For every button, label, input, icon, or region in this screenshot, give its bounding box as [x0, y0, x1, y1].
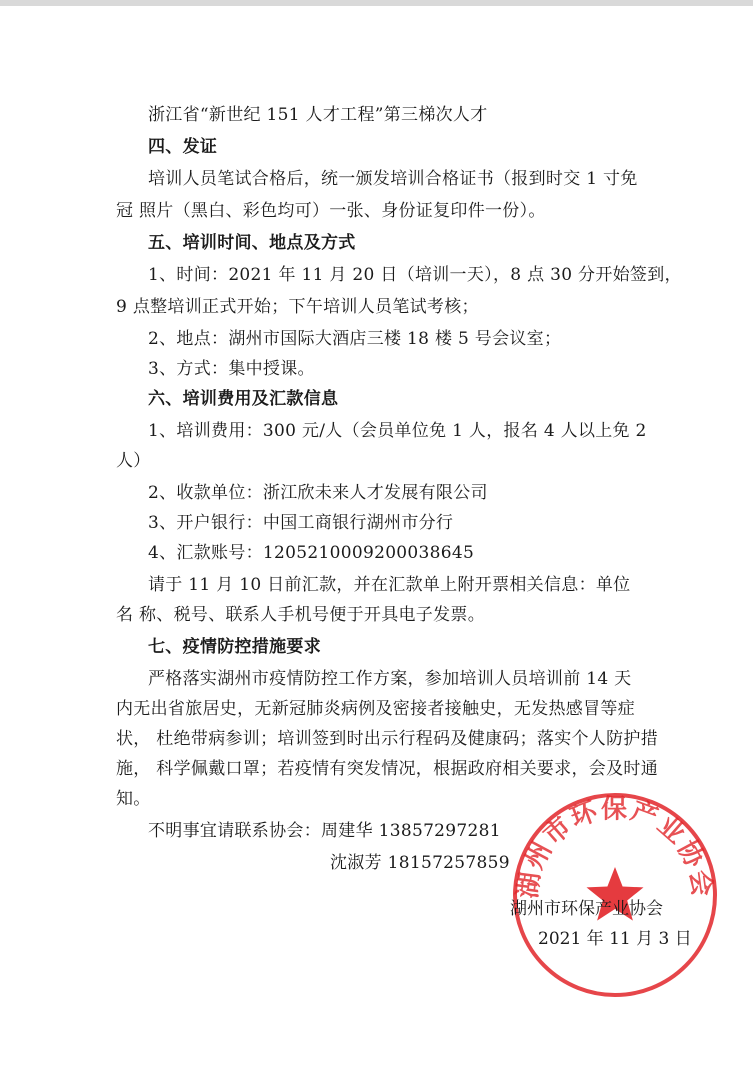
- signature-date: 2021 年 11 月 3 日: [538, 929, 692, 949]
- text-line-bank: 3、开户银行：中国工商银行湖州市分行: [148, 513, 454, 533]
- text-line-talent-project: 浙江省“新世纪 151 人才工程”第三梯次人才: [148, 105, 488, 125]
- text-line-time-2: 9 点整培训正式开始；下午培训人员笔试考核；: [116, 297, 479, 317]
- text-line-certificate-1: 培训人员笔试合格后，统一颁发培训合格证书（报到时交 1 寸免: [148, 169, 638, 189]
- text-line-fee-2: 人）: [116, 451, 151, 471]
- text-line-epidemic-5: 知。: [116, 789, 151, 809]
- section-heading-fees: 六、培训费用及汇款信息: [148, 389, 339, 409]
- section-heading-time-place: 五、培训时间、地点及方式: [148, 233, 356, 253]
- signature-organization: 湖州市环保产业协会: [510, 899, 663, 919]
- official-seal: [505, 785, 725, 1005]
- section-heading-epidemic: 七、疫情防控措施要求: [148, 637, 321, 657]
- text-line-time: 1、时间：2021 年 11 月 20 日（培训一天），8 点 30 分开始签到，: [148, 265, 682, 285]
- text-line-payee: 2、收款单位：浙江欣未来人才发展有限公司: [148, 483, 488, 503]
- seal-graphic: [505, 785, 725, 1005]
- text-line-epidemic-1: 严格落实湖州市疫情防控工作方案，参加培训人员培训前 14 天: [148, 669, 632, 689]
- text-line-contact-2: 沈淑芳 18157257859: [330, 853, 510, 873]
- text-line-remit: 请于 11 月 10 日前汇款，并在汇款单上附开票相关信息：单位: [148, 575, 631, 595]
- text-line-fee: 1、培训费用：300 元/人（会员单位免 1 人，报名 4 人以上免 2: [148, 421, 647, 441]
- text-line-epidemic-4: 施， 科学佩戴口罩；若疫情有突发情况，根据政府相关要求，会及时通: [116, 759, 659, 779]
- text-line-method: 3、方式：集中授课。: [148, 359, 315, 379]
- text-line-certificate-2: 冠 照片（黑白、彩色均可）一张、身份证复印件一份）。: [116, 201, 546, 221]
- text-line-epidemic-3: 状， 杜绝带病参训；培训签到时出示行程码及健康码；落实个人防护措: [116, 729, 659, 749]
- text-line-contact-1: 不明事宜请联系协会：周建华 13857297281: [148, 821, 501, 841]
- text-line-epidemic-2: 内无出省旅居史，无新冠肺炎病例及密接者接触史，无发热感冒等症: [116, 699, 635, 719]
- text-line-place: 2、地点：湖州市国际大酒店三楼 18 楼 5 号会议室；: [148, 329, 562, 349]
- svg-text:湖州市环保产业协会: 湖州市环保产业协会: [513, 794, 717, 901]
- text-line-remit-2: 名 称、税号、联系人手机号便于开具电子发票。: [116, 605, 486, 625]
- section-heading-certificate: 四、发证: [148, 137, 218, 157]
- text-line-account: 4、汇款账号：1205210009200038645: [148, 543, 475, 563]
